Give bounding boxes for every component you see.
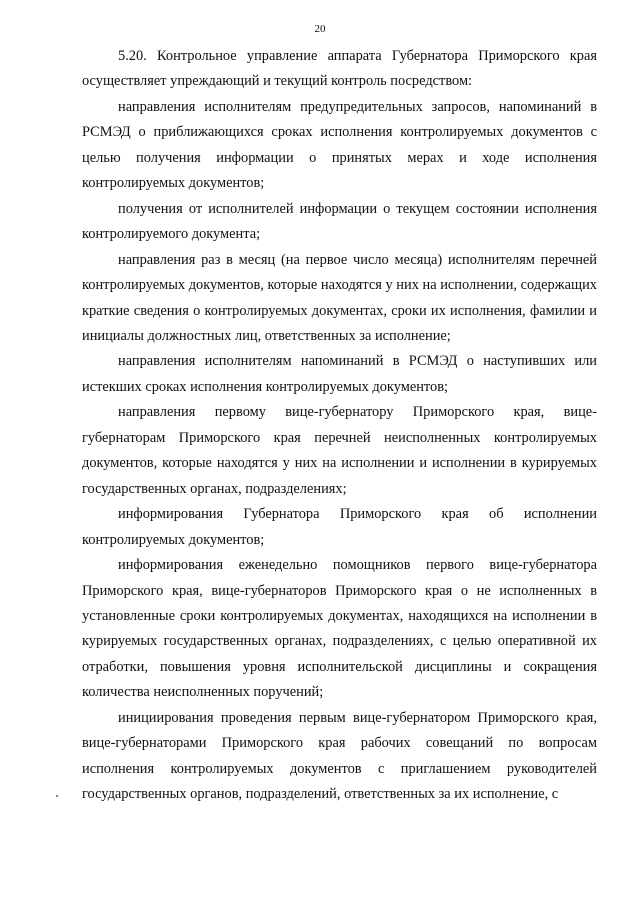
paragraph-preliminary-requests: направления исполнителям предупредительных запросов, напоминаний в РСМЭД о приближающихся сроках исполнения контролируемых документов с целью получения информации о принятых мерах и ходе исполнения контролируемых документов; [82,98,597,192]
document-body [82,44,597,808]
paragraph-5-20-intro: 5.20. Контрольное управление аппарата Губернатора Приморского края осуществляет упреждающий и текущий контроль посредством: [82,48,597,90]
margin-speck [56,795,58,797]
paragraph-weekly-informing: информирования еженедельно помощников первого вице-губернатора Приморского края, вице-губернаторов Приморского края о не исполненных в установленные сроки контролируемых документах, находящихся на исполнении в курируемых государственных органах, подразделениях, с целью оперативной их отработки, повышения уровня исполнительской дисциплины и сокращения количества неисполненных поручений; [82,557,597,701]
paragraph-overdue-reminders: направления исполнителям напоминаний в РСМЭД о наступивших или истекших сроках исполнения контролируемых документов; [82,353,597,395]
paragraph-current-status: получения от исполнителей информации о текущем состоянии исполнения контролируемого документа; [82,200,597,243]
paragraph-governor-informing: информирования Губернатора Приморского края об исполнении контролируемых документов; [82,506,597,548]
paragraph-meetings-initiation: инициирования проведения первым вице-губернатором Приморского края, вице-губернаторами Приморского края рабочих совещаний по вопросам исполнения контролируемых документов с приглашением руководителей государственных органов, подразделений, ответственных за их исполнение, с [82,709,597,803]
paragraph-monthly-lists: направления раз в месяц (на первое число месяца) исполнителям перечней контролируемых документов, которые находятся у них на исполнении, содержащих краткие сведения о контролируемых документах, сроки их исполнения, фамилии и инициалы должностных лиц, ответственных за исполнение; [82,251,597,344]
paragraph-unexecuted-lists: направления первому вице-губернатору Приморского края, вице-губернаторам Приморского края перечней неисполненных контролируемых документов, которые находятся у них на исполнении и исполнении в курируемых государственных органах, подразделениях; [82,404,597,497]
page-number: 20 [314,23,326,35]
